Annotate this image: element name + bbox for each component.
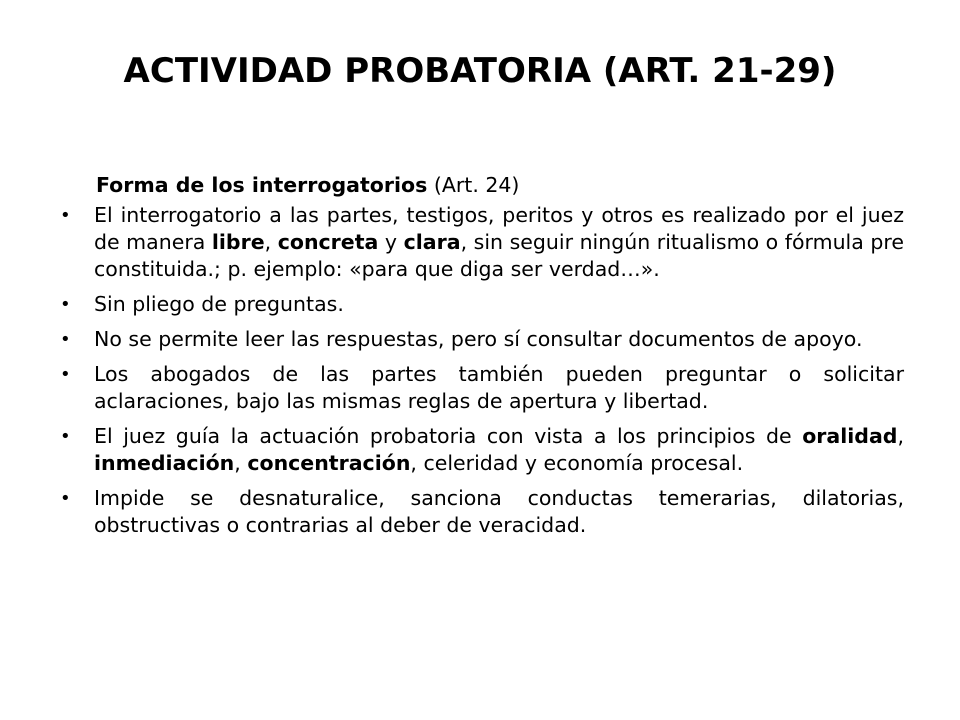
bullet-dot-icon: •	[60, 364, 71, 385]
bullet-dot-icon: •	[60, 294, 71, 315]
bullet-text-run: ,	[234, 451, 248, 475]
subtitle-bold: Forma de los interrogatorios	[96, 173, 428, 197]
slide-title: ACTIVIDAD PROBATORIA (ART. 21-29)	[123, 51, 837, 91]
bullet-text-run: , sin seguir ningún ritualismo o fórmula pre constituida.; p. ejemplo: «para que diga ser verdad…».	[94, 230, 904, 281]
bullet-emphasis: concreta	[277, 230, 379, 254]
bullet-item	[60, 326, 904, 353]
bullet-dot-icon: •	[60, 205, 71, 226]
bullet-dot-icon: •	[60, 488, 71, 509]
bullet-list	[60, 202, 904, 539]
bullet-emphasis: libre	[211, 230, 265, 254]
bullet-emphasis: inmediación	[94, 451, 235, 475]
bullet-emphasis: concentración	[247, 451, 411, 475]
section-subtitle	[96, 172, 904, 199]
bullet-item	[60, 485, 904, 539]
bullet-text	[94, 326, 904, 353]
bullet-text	[94, 202, 904, 283]
bullet-text-run: , celeridad y economía procesal.	[410, 451, 744, 475]
bullet-item	[60, 423, 904, 477]
subtitle-rest: (Art. 24)	[427, 173, 520, 197]
bullet-item	[60, 291, 904, 318]
bullet-text-run: No se permite leer las respuestas, pero sí consultar documentos de apoyo.	[94, 327, 863, 351]
bullet-dot-icon: •	[60, 426, 71, 447]
bullet-item	[60, 361, 904, 415]
slide-content	[60, 172, 904, 547]
bullet-item	[60, 202, 904, 283]
bullet-text-run: El juez guía la actuación probatoria con vista a los principios de	[94, 424, 803, 448]
bullet-text	[94, 361, 904, 415]
bullet-text-run: Sin pliego de preguntas.	[94, 292, 344, 316]
bullet-text-run: y	[378, 230, 404, 254]
bullet-text	[94, 485, 904, 539]
bullet-emphasis: oralidad	[802, 424, 898, 448]
bullet-dot-icon: •	[60, 329, 71, 350]
bullet-text	[94, 423, 904, 477]
bullet-text-run: ,	[897, 424, 904, 448]
bullet-text	[94, 291, 904, 318]
bullet-text-run: Los abogados de las partes también pueden preguntar o solicitar aclaraciones, bajo las mismas reglas de apertura y libertad.	[94, 362, 904, 413]
bullet-text-run: Impide se desnaturalice, sanciona conductas temerarias, dilatorias, obstructivas o contrarias al deber de veracidad.	[94, 486, 904, 537]
bullet-text-run: El interrogatorio a las partes, testigos, peritos y otros es realizado por el juez de manera	[94, 203, 904, 254]
bullet-text-run: ,	[264, 230, 278, 254]
bullet-emphasis: clara	[403, 230, 461, 254]
